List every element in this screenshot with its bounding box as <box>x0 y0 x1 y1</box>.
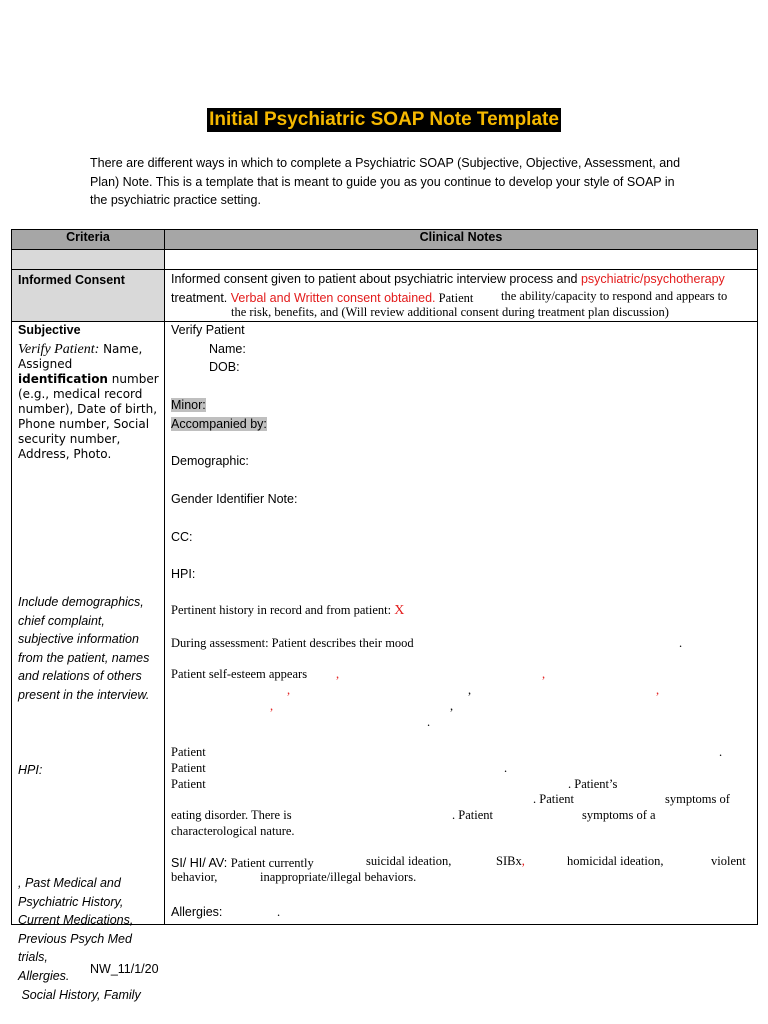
si-text-2: suicidal ideation, <box>366 854 452 868</box>
pertinent-x: X <box>394 603 405 618</box>
si-text-1: Patient currently <box>230 856 314 870</box>
eating-disorder: eating disorder. There is <box>171 808 292 822</box>
subjective-row <box>12 322 758 925</box>
patient-line-1: Patient <box>171 745 206 759</box>
blank-row <box>12 250 758 270</box>
patients-text: . Patient’s <box>568 777 618 791</box>
during-period: . <box>679 636 683 650</box>
comma-4: , <box>468 683 472 697</box>
self-esteem: Patient self-esteem appears <box>171 667 308 681</box>
period-3: . <box>504 761 508 775</box>
informed-consent-notes <box>165 270 758 322</box>
si-text-6: behavior, <box>171 870 218 884</box>
blank-criteria-cell <box>12 250 165 270</box>
comma-3: , <box>287 683 291 697</box>
comma-5: , <box>656 683 660 697</box>
consent-text-2-red: Verbal and Written consent obtained. <box>230 291 436 305</box>
intro-paragraph: There are different ways in which to complete a Psychiatric SOAP (Subjective, Objective, Assessment, and Plan) Note. This is a template that is meant to guide you as you continue to develop your style of SOAP in the psychiatric practice setting. <box>90 156 681 207</box>
demographic-field: Demographic: <box>171 454 249 468</box>
comma-7: , <box>450 699 454 713</box>
consent-text-2: treatment. <box>171 291 231 305</box>
hpi-field: HPI: <box>171 567 196 581</box>
consent-text-1-red: psychiatric/psychotherapy <box>580 272 725 286</box>
period-1: . <box>427 715 431 729</box>
consent-text-1: Informed consent given to patient about psychiatric interview process and <box>171 272 581 286</box>
si-label: SI/ HI/ AV: <box>171 856 231 870</box>
allergies-left: Allergies. <box>18 969 70 983</box>
consent-line-3: the risk, benefits, and (Will review additional consent during treatment plan discussion) <box>231 305 669 319</box>
patient-line-2: Patient <box>171 761 206 775</box>
include-description: Include demographics, chief complaint, subjective information from the patient, names and relations of others present in the interview. <box>18 595 150 702</box>
name-field: Name: <box>209 342 246 356</box>
verify-bold: identification <box>18 372 108 386</box>
consent-text-2-serif-b: the ability/capacity to respond and appears to <box>501 289 728 303</box>
verify-text-3: number (e.g., medical record number), Date of birth, Phone number, Social security number, Address, Photo. <box>18 372 159 461</box>
si-text-4: homicidal ideation, <box>567 854 664 868</box>
verify-patient-note: Verify Patient <box>171 323 245 337</box>
subjective-notes-cell <box>165 322 758 925</box>
si-text-5: violent <box>711 854 746 868</box>
pertinent-text: Pertinent history in record and from patient: <box>171 603 395 617</box>
title-wrap <box>0 108 768 132</box>
symptoms-of-a: symptoms of a <box>582 808 656 822</box>
gender-identifier-field: Gender Identifier Note: <box>171 492 298 506</box>
blank-notes-cell <box>165 250 758 270</box>
verify-patient-label: Verify Patient: <box>18 342 100 357</box>
dob-field: DOB: <box>209 360 240 374</box>
informed-consent-label: Informed Consent <box>18 273 125 287</box>
period-2: . <box>719 745 723 759</box>
minor-field: Minor: <box>171 398 206 412</box>
consent-line-1 <box>171 272 725 286</box>
during-assessment: During assessment: Patient describes their mood <box>171 636 414 650</box>
patient-line-3: Patient <box>171 777 206 791</box>
sibx-text: SIBx <box>496 854 522 868</box>
allergies-field: Allergies: <box>171 905 223 919</box>
consent-text-2-serif: Patient <box>435 291 474 305</box>
social-history-left: Social History, Family <box>18 988 141 1002</box>
hpi-label-left: HPI: <box>18 763 43 777</box>
comma-2: , <box>542 667 546 681</box>
verify-text-2: Assigned <box>18 357 73 371</box>
si-text-7: inappropriate/illegal behaviors. <box>260 870 417 884</box>
header-clinical-notes: Clinical Notes <box>165 230 758 250</box>
patient-line-5: . Patient <box>452 808 493 822</box>
past-history-description: , Past Medical and Psychiatric History, Current Medications, Previous Psych Med trials, <box>18 876 134 965</box>
characterological: characterological nature. <box>171 824 295 838</box>
comma-1: , <box>336 667 340 681</box>
header-row <box>12 230 758 250</box>
symptoms-of: symptoms of <box>665 792 730 806</box>
allergies-period: . <box>277 905 281 919</box>
informed-consent-cell <box>12 270 165 322</box>
comma-6: , <box>270 699 274 713</box>
verify-text-1: Name, <box>99 342 143 356</box>
accompanied-field: Accompanied by: <box>171 417 267 431</box>
si-text-3: SIBx, <box>496 854 525 868</box>
subjective-label: Subjective <box>18 323 81 337</box>
footer-version: NW_11/1/20 <box>90 962 159 976</box>
cc-field: CC: <box>171 530 193 544</box>
patient-line-4: . Patient <box>533 792 574 806</box>
informed-consent-row <box>12 270 758 322</box>
page-title: Initial Psychiatric SOAP Note Template <box>209 109 559 130</box>
header-criteria: Criteria <box>12 230 165 250</box>
verify-patient-description <box>18 342 163 462</box>
pertinent-history <box>171 603 404 619</box>
